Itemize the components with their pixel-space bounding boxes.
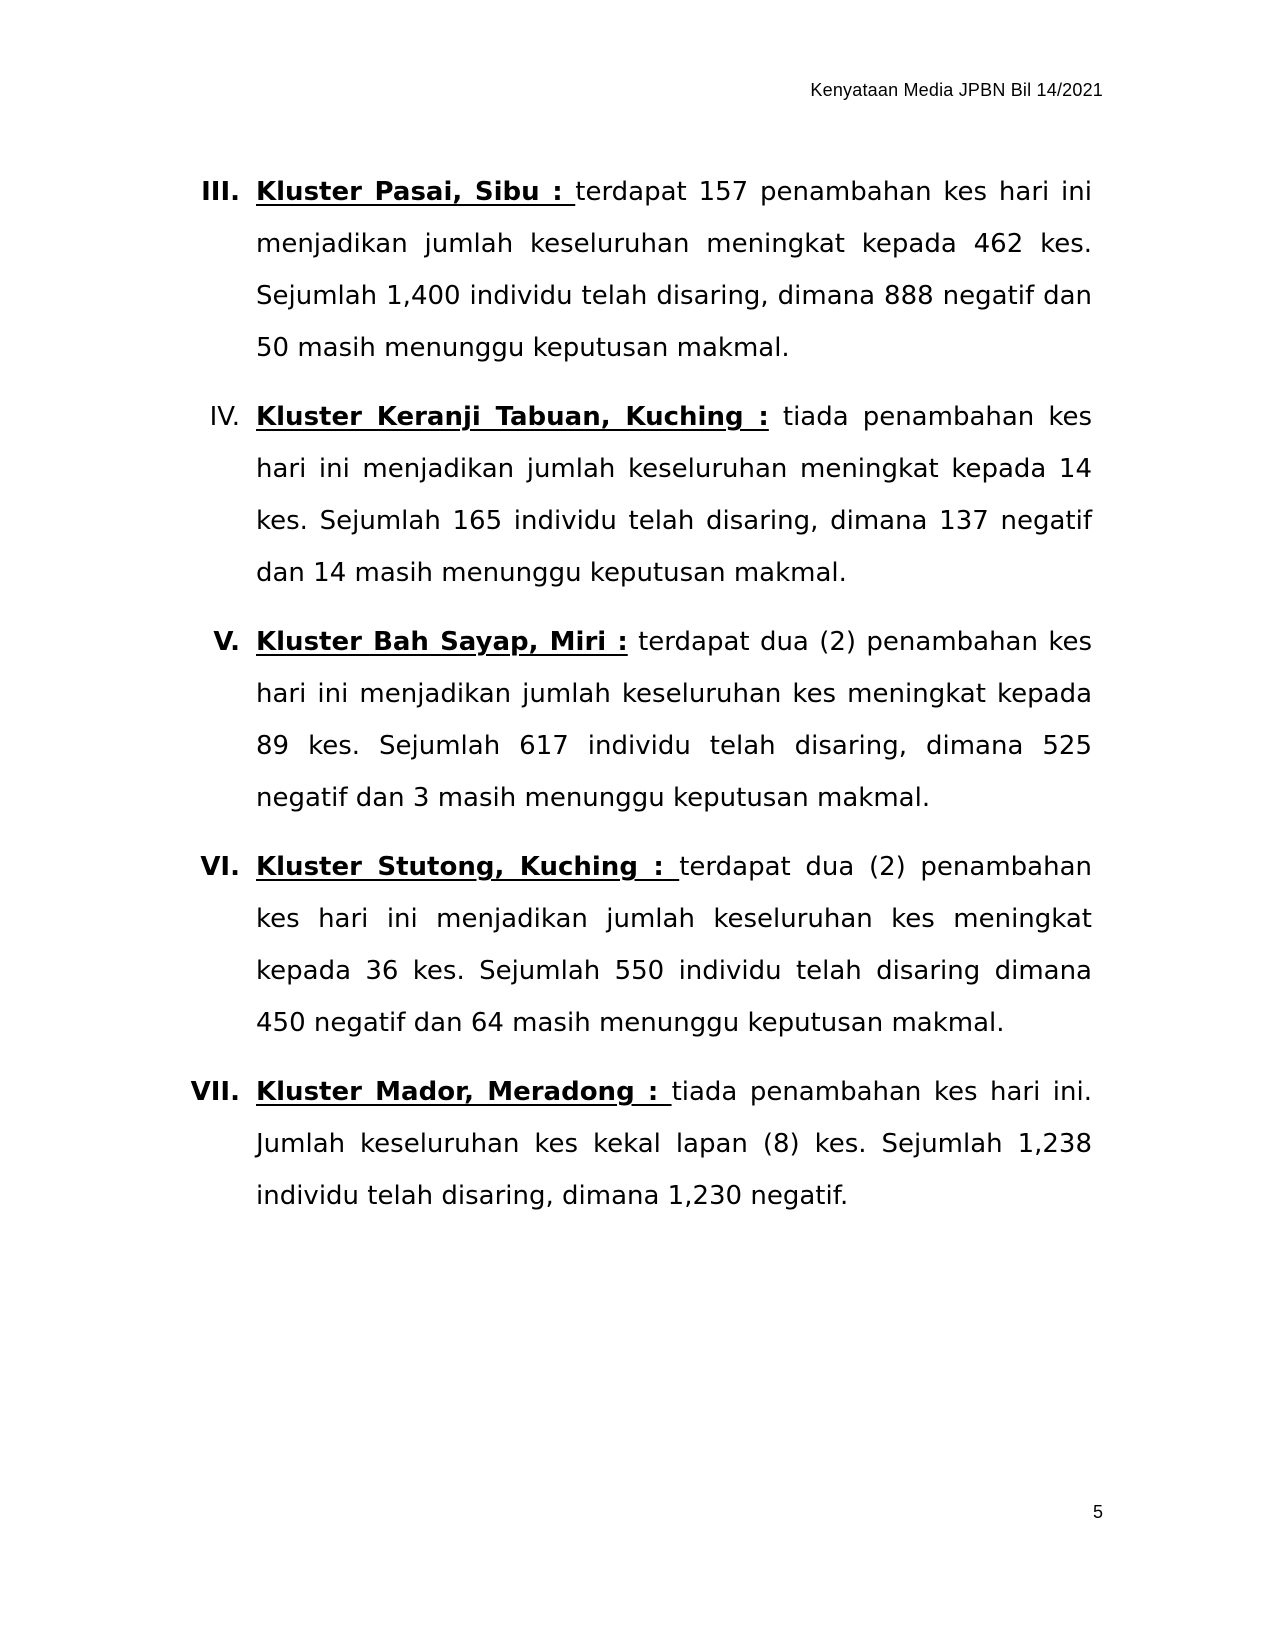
cluster-name: Kluster Mador, Meradong : bbox=[256, 1077, 672, 1107]
item-paragraph bbox=[256, 616, 1092, 824]
item-paragraph bbox=[256, 841, 1092, 1049]
cluster-name: Kluster Stutong, Kuching : bbox=[256, 852, 680, 882]
item-paragraph bbox=[256, 391, 1092, 599]
cluster-list bbox=[180, 166, 1092, 1239]
cluster-item-pasai-sibu bbox=[180, 166, 1092, 374]
cluster-item-mador-meradong bbox=[180, 1066, 1092, 1222]
cluster-name: Kluster Keranji Tabuan, Kuching : bbox=[256, 402, 769, 432]
cluster-item-bah-sayap bbox=[180, 616, 1092, 824]
cluster-name: Kluster Pasai, Sibu : bbox=[256, 177, 576, 207]
cluster-description: terdapat 157 penambahan kes hari ini menjadikan jumlah keseluruhan meningkat kepada 462 kes. Sejumlah 1,400 individu telah disaring, dimana 888 negatif dan 50 masih menunggu keputusan makmal. bbox=[256, 177, 1092, 363]
page-number: 5 bbox=[1092, 1502, 1103, 1522]
cluster-description: tiada penambahan kes hari ini. Jumlah keseluruhan kes kekal lapan (8) kes. Sejumlah 1,238 individu telah disaring, dimana 1,230 negatif. bbox=[256, 1077, 1092, 1211]
document-header: Kenyataan Media JPBN Bil 14/2021 bbox=[810, 80, 1103, 100]
item-numeral: VII. bbox=[190, 1077, 240, 1107]
cluster-name: Kluster Bah Sayap, Miri : bbox=[256, 627, 628, 657]
item-numeral: V. bbox=[213, 627, 240, 657]
item-numeral: III. bbox=[201, 177, 240, 207]
cluster-description: tiada penambahan kes hari ini menjadikan jumlah keseluruhan meningkat kepada 14 kes. Sejumlah 165 individu telah disaring, dimana 137 negatif dan 14 masih menunggu keputusan makmal. bbox=[256, 402, 1092, 588]
cluster-description: terdapat dua (2) penambahan kes hari ini menjadikan jumlah keseluruhan kes meningkat kepada 89 kes. Sejumlah 617 individu telah disaring, dimana 525 negatif dan 3 masih menunggu keputusan makmal. bbox=[256, 627, 1092, 813]
item-paragraph bbox=[256, 1066, 1092, 1222]
item-numeral: IV. bbox=[209, 402, 240, 432]
cluster-description: terdapat dua (2) penambahan kes hari ini menjadikan jumlah keseluruhan kes meningkat kepada 36 kes. Sejumlah 550 individu telah disaring dimana 450 negatif dan 64 masih menunggu keputusan makmal. bbox=[256, 852, 1092, 1038]
cluster-item-keranji-tabuan bbox=[180, 391, 1092, 599]
item-numeral: VI. bbox=[200, 852, 240, 882]
item-paragraph bbox=[256, 166, 1092, 374]
cluster-item-stutong bbox=[180, 841, 1092, 1049]
